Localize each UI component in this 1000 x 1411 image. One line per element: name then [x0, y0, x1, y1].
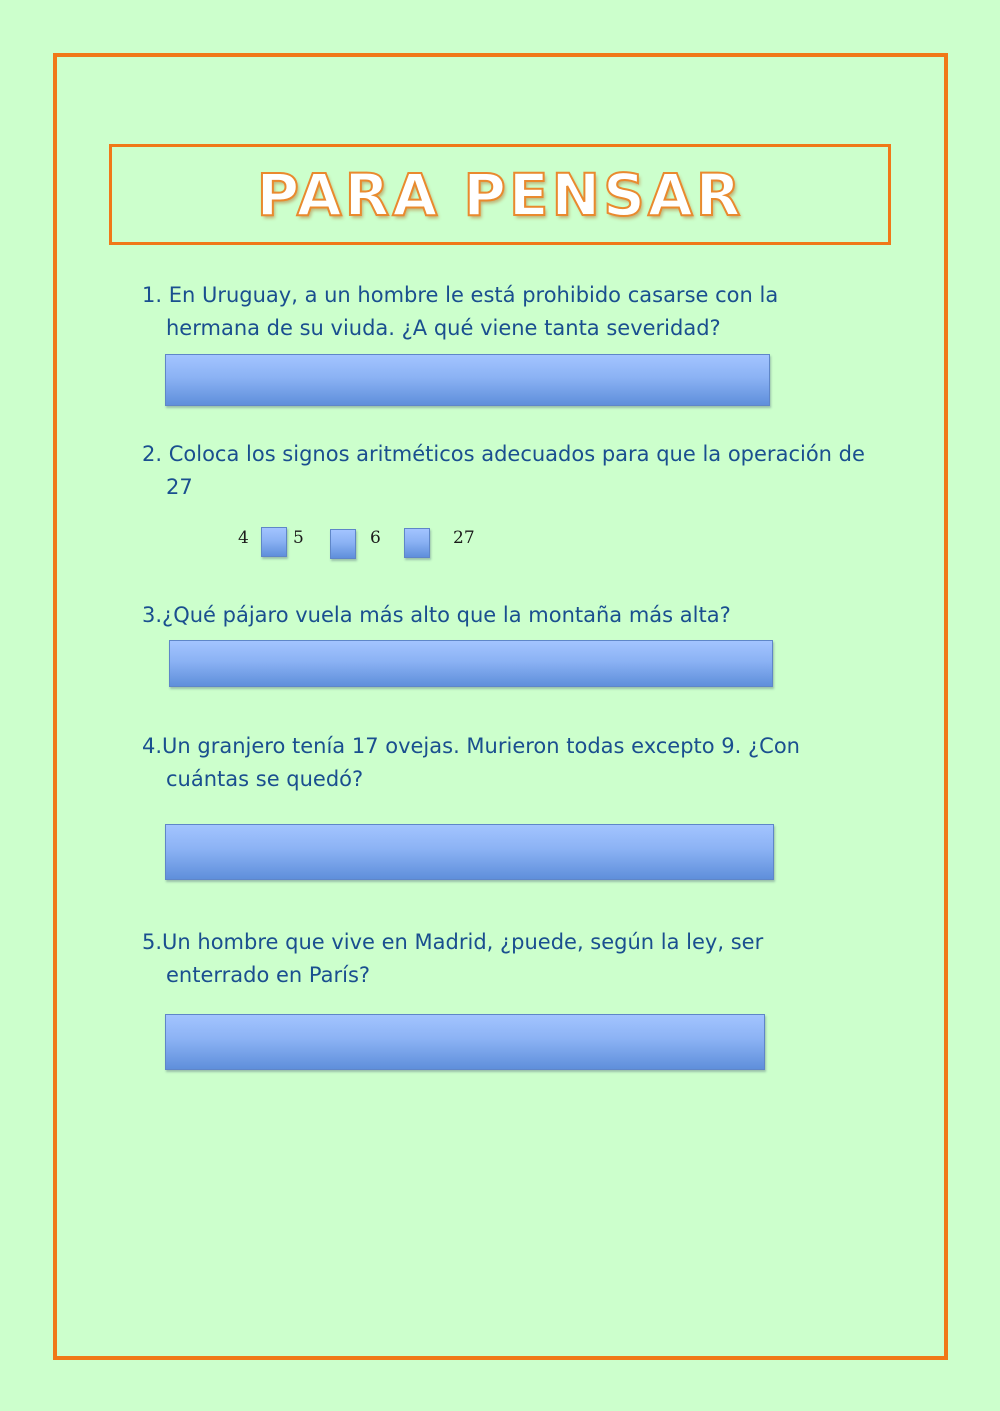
- operator-input-1[interactable]: [261, 527, 287, 557]
- question-5-line-1: 5.Un hombre que vive en Madrid, ¿puede, según la ley, ser: [142, 930, 764, 954]
- answer-input-3[interactable]: [169, 640, 773, 687]
- operator-input-2[interactable]: [330, 529, 356, 559]
- page-border: [53, 53, 948, 1360]
- question-2: [142, 438, 902, 504]
- question-4-line-2: cuántas se quedó?: [166, 767, 364, 791]
- question-2-number: 2.: [142, 442, 163, 466]
- answer-input-5[interactable]: [165, 1014, 765, 1070]
- answer-input-4[interactable]: [165, 824, 774, 880]
- question-1: [142, 279, 902, 345]
- question-1-line-2: hermana de su viuda. ¿A qué viene tanta severidad?: [166, 316, 721, 340]
- question-5-number: 5.: [142, 930, 163, 954]
- answer-input-1[interactable]: [165, 354, 770, 406]
- question-1-line-1: 1. En Uruguay, a un hombre le está prohibido casarse con la: [142, 283, 779, 307]
- operator-input-3[interactable]: [404, 528, 430, 558]
- question-2-line-1: 2. Coloca los signos aritméticos adecuados para que la operación de: [142, 442, 865, 466]
- question-3-number: 3.: [142, 603, 163, 627]
- operation-number-1: 4: [238, 528, 249, 548]
- operation-result: 27: [453, 528, 475, 548]
- operation-number-3: 6: [370, 528, 381, 548]
- question-4-line-1: 4.Un granjero tenía 17 ovejas. Murieron todas excepto 9. ¿Con: [142, 734, 800, 758]
- operation-number-2: 5: [293, 528, 304, 548]
- question-2-line-2: 27: [166, 475, 193, 499]
- question-4-number: 4.: [142, 734, 163, 758]
- page-title: PARA PENSAR: [256, 160, 744, 229]
- title-box: [109, 144, 891, 245]
- question-1-number: 1.: [142, 283, 163, 307]
- question-3: [142, 599, 902, 632]
- question-3-line-1: 3.¿Qué pájaro vuela más alto que la montaña más alta?: [142, 603, 731, 627]
- question-4: [142, 730, 902, 796]
- question-5-line-2: enterrado en París?: [166, 963, 371, 987]
- question-5: [142, 926, 902, 992]
